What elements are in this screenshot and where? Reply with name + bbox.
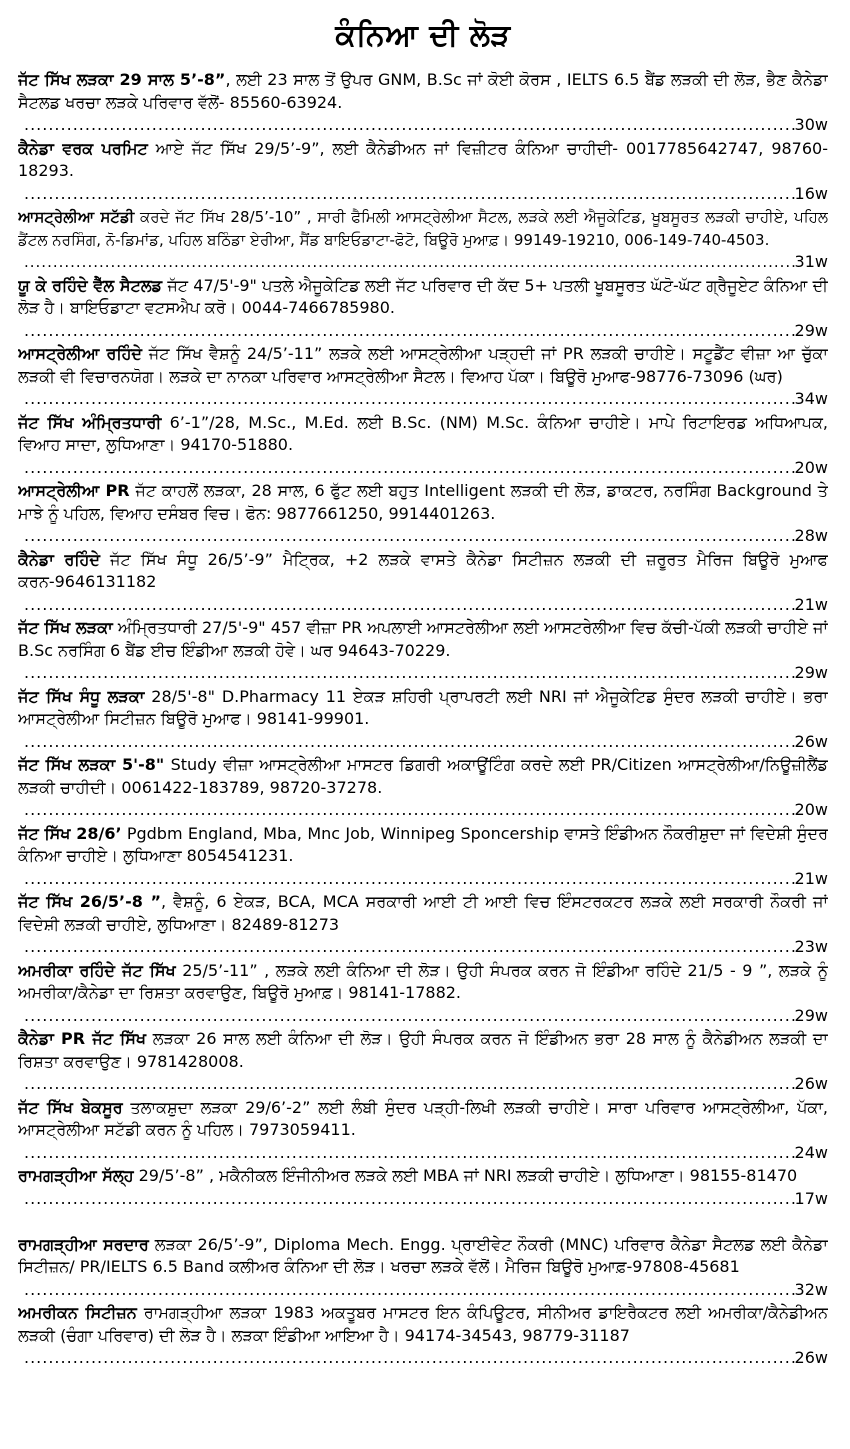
ad-text bbox=[18, 823, 828, 868]
ad-footer bbox=[18, 251, 828, 274]
ad-text bbox=[18, 549, 828, 594]
ad-lead: ਅਮਰੀਕਨ ਸਿਟੀਜ਼ਨ bbox=[18, 1303, 137, 1322]
ad-body: 25/5’-11” , ਲੜਕੇ ਲਈ ਕੰਨਿਆ ਦੀ ਲੋੜ। ਉਹੀ ਸੰਪਰਕ ਕਰਨ ਜੋ ਇੰਡੀਆ ਰਹਿੰਦੇ 21/5 - 9 ”, ਲੜਕੇ ਨੂੰ ਅਮਰੀਕਾ/ਕੈਨੇਡਾ ਦਾ ਰਿਸ਼ਤਾ ਕਰਵਾਉਣ, ਬਿਊਰੋ ਮੁਆਫ਼। 98141-17882. bbox=[18, 960, 828, 1002]
ad-text bbox=[18, 891, 828, 936]
classified-ad bbox=[18, 69, 828, 138]
ad-footer bbox=[18, 1005, 828, 1028]
ad-text bbox=[18, 343, 828, 388]
ad-text bbox=[18, 1234, 828, 1279]
ad-lead: ਆਸਟ੍ਰੇਲੀਆ ਸਟੱਡੀ bbox=[18, 208, 135, 226]
ad-code: 30w bbox=[794, 115, 828, 134]
ad-footer bbox=[18, 525, 828, 548]
ad-lead: ਕੈਨੇਡਾ ਰਹਿੰਦੇ bbox=[18, 549, 100, 569]
ad-lead: ਜੱਟ ਸਿੱਖ ਲੜਕਾ 29 ਸਾਲ 5’-8” bbox=[18, 70, 226, 89]
dot-leader bbox=[18, 936, 795, 959]
ad-footer bbox=[18, 731, 828, 754]
ad-text bbox=[18, 480, 828, 525]
ad-body: ਤਲਾਕਸ਼ੁਦਾ ਲੜਕਾ 29/6’-2” ਲਈ ਲੰਬੀ ਸੁੰਦਰ ਪੜ੍ਹੀ-ਲਿਖੀ ਲੜਕੀ ਚਾਹੀਏ। ਸਾਰਾ ਪਰਿਵਾਰ ਆਸਟ੍ਰੇਲੀਆ, ਪੱਕਾ, ਆਸਟ੍ਰੇਲੀਆ ਸਟੱਡੀ ਕਰਨ ਨੂੰ ਪਹਿਲ। 7973059411. bbox=[18, 1097, 828, 1139]
ad-lead: ਜੱਟ ਸਿੱਖ ਲੜਕਾ 5'-8" bbox=[18, 755, 165, 774]
classified-ad bbox=[18, 412, 828, 481]
ad-footer bbox=[18, 320, 828, 343]
ad-body: ਆਏ ਜੱਟ ਸਿੱਖ 29/5’-9”, ਲਈ ਕੈਨੇਡੀਅਨ ਜਾਂ ਵਿਜ਼ੀਟਰ ਕੰਨਿਆ ਚਾਹੀਦੀ- 0017785642747, 98760-18293. bbox=[18, 138, 828, 180]
classified-ad bbox=[18, 480, 828, 549]
ad-body: ਜੱਟ ਸਿੱਖ ਵੈਸ਼ਨੂੰ 24/5’-11” ਲੜਕੇ ਲਈ ਆਸਟ੍ਰੇਲੀਆ ਪੜ੍ਹਦੀ ਜਾਂ PR ਲੜਕੀ ਚਾਹੀਏ। ਸਟੂਡੈਂਟ ਵੀਜ਼ਾ ਆ ਚੁੱਕਾ ਲੜਕੀ ਵੀ ਵਿਚਾਰਨਯੋਗ। ਲੜਕੇ ਦਾ ਨਾਨਕਾ ਪਰਿਵਾਰ ਆਸਟ੍ਰੇਲੀਆ ਸੈਟਲ। ਵਿਆਹ ਪੱਕਾ। ਬਿਊਰੋ ਮੁਆਫ-98776-73096 (ਘਰ) bbox=[18, 344, 828, 386]
ad-footer bbox=[18, 114, 828, 137]
ad-body: ਅੰਮ੍ਰਿਤਧਾਰੀ 27/5'-9" 457 ਵੀਜ਼ਾ PR ਅਪਲਾਈ ਆਸਟਰੇਲੀਆ ਲਈ ਆਸਟਰੇਲੀਆ ਵਿਚ ਕੱਚੀ-ਪੱਕੀ ਲੜਕੀ ਚਾਹੀਏ ਜਾਂ B.Sc ਨਰਸਿੰਗ 6 ਬੈਂਡ ਈਚ ਇੰਡੀਆ ਲੜਕੀ ਹੋਵੇ। ਘਰ 94643-70229. bbox=[18, 618, 828, 660]
ad-text bbox=[18, 1302, 828, 1347]
dot-leader bbox=[18, 799, 795, 822]
classified-ad bbox=[18, 1234, 828, 1303]
ad-body: ਜੱਟ ਸਿੱਖ ਸੰਧੂ 26/5’-9” ਮੈਟ੍ਰਿਕ, +2 ਲੜਕੇ ਵਾਸਤੇ ਕੈਨੇਡਾ ਸਿਟੀਜ਼ਨ ਲੜਕੀ ਦੀ ਜ਼ਰੂਰਤ ਮੈਰਿਜ ਬਿਊਰੋ ਮੁਆਫ ਕਰਨ-9646131182 bbox=[18, 549, 828, 591]
ad-code: 28w bbox=[794, 526, 828, 545]
ad-text bbox=[18, 686, 828, 731]
dot-leader bbox=[18, 1142, 795, 1165]
ad-body: 6’-1”/28, M.Sc., M.Ed. ਲਈ B.Sc. (NM) M.Sc. ਕੰਨਿਆ ਚਾਹੀਏ। ਮਾਪੇ ਰਿਟਾਇਰਡ ਅਧਿਆਪਕ, ਵਿਆਹ ਸਾਦਾ, ਲੁਧਿਆਣਾ। 94170-51880. bbox=[18, 412, 828, 454]
ad-footer bbox=[18, 183, 828, 206]
classified-ad bbox=[18, 823, 828, 892]
ad-text bbox=[18, 138, 828, 183]
ads-list bbox=[18, 69, 828, 1371]
dot-leader bbox=[18, 1073, 795, 1096]
classified-ad bbox=[18, 1097, 828, 1166]
classified-ad bbox=[18, 617, 828, 686]
ad-code: 32w bbox=[794, 1279, 828, 1299]
ad-text bbox=[18, 754, 828, 799]
ad-code: 34w bbox=[794, 389, 828, 408]
ad-lead: ਜੱਟ ਸਿੱਖ ਅੰਮ੍ਰਿਤਧਾਰੀ bbox=[18, 412, 162, 432]
ad-footer bbox=[18, 1347, 828, 1370]
classified-ad bbox=[18, 138, 828, 207]
classified-ad bbox=[18, 549, 828, 618]
section-heading: ਕੰਨਿਆ ਦੀ ਲੋੜ bbox=[335, 18, 511, 53]
ad-body: ਕਰਦੇ ਜੱਟ ਸਿੱਖ 28/5’-10” , ਸਾਰੀ ਫੈਮਿਲੀ ਆਸਟ੍ਰੇਲੀਆ ਸੈਟਲ, ਲੜਕੇ ਲਈ ਐਜੂਕੇਟਿਡ, ਖੂਬਸੂਰਤ ਲੜਕੀ ਚਾਹੀਏ, ਪਹਿਲ ਡੈਂਟਲ ਨਰਸਿੰਗ, ਨੋ-ਡਿਮਾਂਡ, ਪਹਿਲ ਬਠਿੰਡਾ ਏਰੀਆ, ਸੈਂਡ ਬਾਇਓਡਾਟਾ-ਫੋਟੋ, ਬਿਊਰੋ ਮੁਆਫ਼। 99149-19210, 006-149-740-4503. bbox=[18, 208, 828, 249]
ad-body: 29/5’-8” , ਮਕੈਨੀਕਲ ਇੰਜੀਨੀਅਰ ਲੜਕੇ ਲਈ MBA ਜਾਂ NRI ਲੜਕੀ ਚਾਹੀਏ। ਲੁਧਿਆਣਾ। 98155-81470 bbox=[133, 1166, 798, 1185]
ad-text bbox=[18, 275, 828, 320]
classified-ad bbox=[18, 754, 828, 823]
ad-code: 29w bbox=[794, 1005, 828, 1025]
ad-body: ਲੜਕਾ 26 ਸਾਲ ਲਈ ਕੰਨਿਆ ਦੀ ਲੋੜ। ਉਹੀ ਸੰਪਰਕ ਕਰਨ ਜੋ ਇੰਡੀਅਨ ਭਰਾ 28 ਸਾਲ ਨੂੰ ਕੈਨੇਡੀਅਨ ਲੜਕੀ ਦਾ ਰਿਸ਼ਤਾ ਕਰਵਾਉਣ। 9781428008. bbox=[18, 1029, 828, 1071]
dot-leader bbox=[18, 388, 795, 411]
dot-leader bbox=[18, 1279, 795, 1302]
ad-lead: ਆਸਟ੍ਰੇਲੀਆ ਰਹਿੰਦੇ bbox=[18, 344, 143, 363]
classified-ad bbox=[18, 1165, 828, 1234]
ad-body: ਜੱਟ 47/5'-9" ਪਤਲੇ ਐਜੂਕੇਟਿਡ ਲਈ ਜੱਟ ਪਰਿਵਾਰ ਦੀ ਕੱਦ 5+ ਪਤਲੀ ਖੂਬਸੂਰਤ ਘੱਟੋ-ਘੱਟ ਗ੍ਰੈਜੂਏਟ ਕੰਨਿਆ ਦੀ ਲੋੜ ਹੈ। ਬਾਇਓਡਾਟਾ ਵਟਸਐਪ ਕਰੋ। 0044-7466785980. bbox=[18, 275, 828, 317]
dot-leader bbox=[18, 1347, 795, 1370]
ad-lead: ਜੱਟ ਸਿੱਖ ਲੜਕਾ bbox=[18, 618, 113, 637]
ad-lead: ਜੱਟ ਸਿੱਖ ਸੰਧੂ ਲੜਕਾ bbox=[18, 686, 145, 706]
ad-lead: ਜੱਟ ਸਿੱਖ 28/6’ bbox=[18, 823, 122, 843]
ad-body: , ਵੈਸ਼ਨੂੰ, 6 ਏਕੜ, BCA, MCA ਸਰਕਾਰੀ ਆਈ ਟੀ ਆਈ ਵਿਚ ਇੰਸਟਰਕਟਰ ਲੜਕੇ ਲਈ ਸਰਕਾਰੀ ਨੌਕਰੀ ਜਾਂ ਵਿਦੇਸ਼ੀ ਲੜਕੀ ਚਾਹੀਏ, ਲੁਧਿਆਣਾ। 82489-81273 bbox=[18, 892, 828, 934]
ad-code: 26w bbox=[794, 1074, 828, 1093]
ad-text bbox=[18, 1097, 828, 1142]
ad-code: 29w bbox=[794, 663, 828, 682]
classified-ad bbox=[18, 1028, 828, 1097]
ad-footer bbox=[18, 1188, 828, 1211]
ad-body: 28/5'-8" D.Pharmacy 11 ਏਕੜ ਸ਼ਹਿਰੀ ਪ੍ਰਾਪਰਟੀ ਲਈ NRI ਜਾਂ ਐਜੂਕੇਟਿਡ ਸੁੰਦਰ ਲੜਕੀ ਚਾਹੀਏ। ਭਰਾ ਆਸਟ੍ਰੇਲੀਆ ਸਿਟੀਜ਼ਨ ਬਿਊਰੋ ਮੁਆਫ। 98141-99901. bbox=[18, 686, 828, 728]
ad-body: ਰਾਮਗੜ੍ਹੀਆ ਲੜਕਾ 1983 ਅਕਤੂਬਰ ਮਾਸਟਰ ਇਨ ਕੰਪਿਊਟਰ, ਸੀਨੀਅਰ ਡਾਇਰੈਕਟਰ ਲਈ ਅਮਰੀਕਾ/ਕੈਨੇਡੀਅਨ ਲੜਕੀ (ਚੰਗਾ ਪਰਿਵਾਰ) ਦੀ ਲੋੜ ਹੈ। ਲੜਕਾ ਇੰਡੀਆ ਆਇਆ ਹੈ। 94174-34543, 98779-31187 bbox=[18, 1303, 828, 1345]
ad-footer bbox=[18, 594, 828, 617]
ad-lead: ਕੈਨੇਡਾ ਵਰਕ ਪਰਮਿਟ bbox=[18, 138, 148, 158]
ad-code: 16w bbox=[794, 183, 828, 203]
ad-text bbox=[18, 69, 828, 114]
ad-lead: ਅਮਰੀਕਾ ਰਹਿੰਦੇ ਜੱਟ ਸਿੱਖ bbox=[18, 960, 176, 980]
dot-leader bbox=[18, 868, 795, 891]
classified-ad bbox=[18, 343, 828, 412]
dot-leader bbox=[18, 731, 795, 754]
classified-ad bbox=[18, 960, 828, 1029]
dot-leader bbox=[18, 1188, 795, 1211]
ad-code: 26w bbox=[794, 731, 828, 751]
ad-code: 26w bbox=[794, 1348, 828, 1367]
ad-lead: ਰਾਮਗੜ੍ਹੀਆ ਸੱਲ੍ਹ bbox=[18, 1166, 134, 1185]
ad-footer bbox=[18, 457, 828, 480]
ad-code: 21w bbox=[794, 594, 828, 614]
ad-footer bbox=[18, 662, 828, 685]
ad-body: ਲੜਕਾ 26/5’-9”, Diploma Mech. Engg. ਪ੍ਰਾਈਵੇਟ ਨੌਕਰੀ (MNC) ਪਰਿਵਾਰ ਕੈਨੇਡਾ ਸੈਟਲਡ ਲਈ ਕੈਨੇਡਾ ਸਿਟੀਜ਼ਨ/ PR/IELTS 6.5 Band ਕਲੀਅਰ ਕੰਨਿਆ ਦੀ ਲੋੜ। ਖਰਚਾ ਲੜਕੇ ਵੱਲੋਂ। ਮੈਰਿਜ ਬਿਊਰੋ ਮੁਆਫ਼-97808-45681 bbox=[18, 1234, 828, 1276]
ad-lead: ਕੈਨੇਡਾ PR ਜੱਟ ਸਿੱਖ bbox=[18, 1029, 147, 1048]
ad-text bbox=[18, 960, 828, 1005]
ad-footer bbox=[18, 1142, 828, 1165]
ad-code: 20w bbox=[794, 457, 828, 477]
ad-code: 31w bbox=[794, 252, 828, 271]
ad-text bbox=[18, 206, 828, 251]
ad-body: , ਲਈ 23 ਸਾਲ ਤੋਂ ਉਪਰ GNM, B.Sc ਜਾਂ ਕੋਈ ਕੋਰਸ , IELTS 6.5 ਬੈਂਡ ਲੜਕੀ ਦੀ ਲੋੜ, ਭੈਣ ਕੈਨੇਡਾ ਸੈਟਲਡ ਖਰਚਾ ਲੜਕੇ ਪਰਿਵਾਰ ਵੱਲੋਂ- 85560-63924. bbox=[18, 70, 828, 112]
ad-code: 23w bbox=[794, 937, 828, 956]
ad-text bbox=[18, 412, 828, 457]
ad-footer bbox=[18, 388, 828, 411]
ad-footer bbox=[18, 868, 828, 891]
ad-code: 17w bbox=[794, 1188, 828, 1208]
ad-text bbox=[18, 1165, 828, 1188]
ad-text bbox=[18, 617, 828, 662]
dot-leader bbox=[18, 594, 795, 617]
ad-code: 21w bbox=[794, 868, 828, 888]
ad-body: ਜੱਟ ਕਾਹਲੋਂ ਲੜਕਾ, 28 ਸਾਲ, 6 ਫੁੱਟ ਲਈ ਬਹੁਤ Intelligent ਲੜਕੀ ਦੀ ਲੋੜ, ਡਾਕਟਰ, ਨਰਸਿੰਗ Background ਤੇ ਮਾਝੇ ਨੂੰ ਪਹਿਲ, ਵਿਆਹ ਦਸੰਬਰ ਵਿਚ। ਫੋਨ: 9877661250, 9914401263. bbox=[18, 481, 828, 523]
classified-ad bbox=[18, 1302, 828, 1371]
ad-lead: ਜੱਟ ਸਿੱਖ 26/5’-8 ” bbox=[18, 892, 161, 911]
classified-ad bbox=[18, 891, 828, 960]
ad-lead: ਆਸਟ੍ਰੇਲੀਆ PR bbox=[18, 481, 130, 500]
ad-code: 24w bbox=[794, 1142, 828, 1162]
ad-body: Pgdbm England, Mba, Mnc Job, Winnipeg Sponcership ਵਾਸਤੇ ਇੰਡੀਅਨ ਨੌਕਰੀਸ਼ੁਦਾ ਜਾਂ ਵਿਦੇਸ਼ੀ ਸੁੰਦਰ ਕੰਨਿਆ ਚਾਹੀਏ। ਲੁਧਿਆਣਾ 8054541231. bbox=[18, 823, 828, 865]
dot-leader bbox=[18, 320, 795, 343]
classified-ad bbox=[18, 206, 828, 275]
dot-leader bbox=[18, 1005, 795, 1028]
classified-ad bbox=[18, 275, 828, 344]
ad-footer bbox=[18, 1279, 828, 1302]
ad-lead: ਰਾਮਗੜ੍ਹੀਆ ਸਰਦਾਰ bbox=[18, 1234, 149, 1254]
dot-leader bbox=[18, 251, 795, 274]
ad-code: 20w bbox=[794, 800, 828, 819]
ad-body: Study ਵੀਜ਼ਾ ਆਸਟ੍ਰੇਲੀਆ ਮਾਸਟਰ ਡਿਗਰੀ ਅਕਾਊਂਟਿੰਗ ਕਰਦੇ ਲਈ PR/Citizen ਆਸਟ੍ਰੇਲੀਆ/ਨਿਊਜ਼ੀਲੈਂਡ ਲੜਕੀ ਚਾਹੀਦੀ। 0061422-183789, 98720-37278. bbox=[18, 755, 828, 797]
ad-footer bbox=[18, 799, 828, 822]
ad-text bbox=[18, 1028, 828, 1073]
ad-lead: ਯੂ ਕੇ ਰਹਿੰਦੇ ਵੈੱਲ ਸੈਟਲਡ bbox=[18, 275, 163, 295]
dot-leader bbox=[18, 525, 795, 548]
dot-leader bbox=[18, 457, 795, 480]
ad-footer bbox=[18, 1073, 828, 1096]
dot-leader bbox=[18, 662, 795, 685]
ad-footer bbox=[18, 936, 828, 959]
ad-code: 29w bbox=[794, 320, 828, 340]
ad-lead: ਜੱਟ ਸਿੱਖ ਬੇਕਸੂਰ bbox=[18, 1097, 123, 1117]
dot-leader bbox=[18, 183, 795, 206]
classified-ad bbox=[18, 686, 828, 755]
dot-leader bbox=[18, 114, 795, 137]
